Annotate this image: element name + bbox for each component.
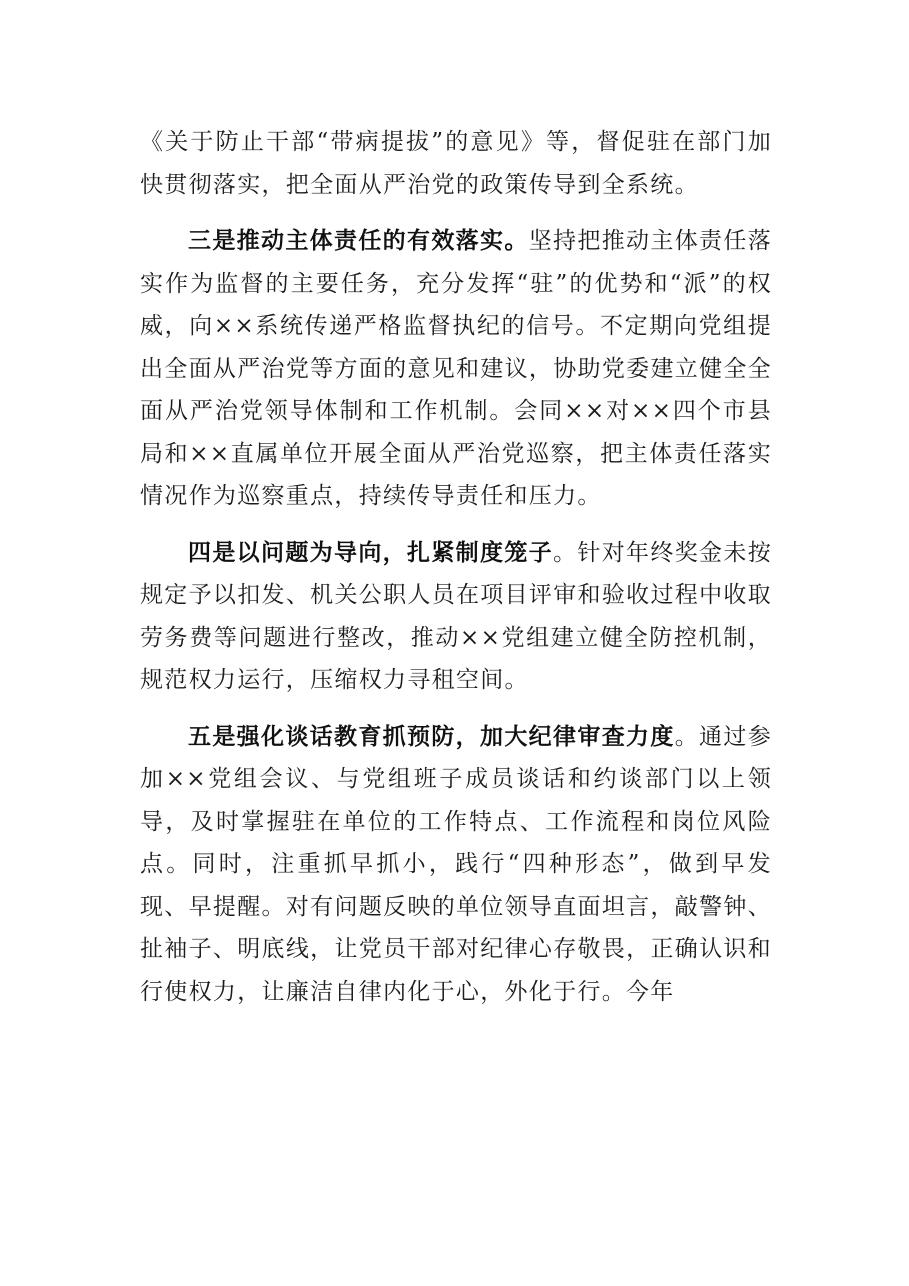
paragraph-text: 《关于防止干部“带病提拔”的意见》等，督促驻在部门加快贯彻落实，把全面从严治党的政策传导到全系统。 xyxy=(140,129,772,198)
paragraph-lead: 四是以问题为导向，扎紧制度笼子 xyxy=(188,539,554,566)
paragraph-item-5 xyxy=(140,716,772,1014)
paragraph-text: 。针对年终奖金未按规定予以扣发、机关公职人员在项目评审和验收过程中收取劳务费等问题进行整改，推动××党组建立健全防控机制，规范权力运行，压缩权力寻租空间。 xyxy=(140,539,773,693)
paragraph-text: 。通过参加××党组会议、与党组班子成员谈话和约谈部门以上领导，及时掌握驻在单位的工作特点、工作流程和岗位风险点。同时，注重抓早抓小，践行“四种形态”，做到早发现、早提醒。对有问题反映的单位领导直面坦言，敲警钟、扯袖子、明底线，让党员干部对纪律心存敬畏，正确认识和行使权力，让廉洁自律内化于心，外化于行。今年 xyxy=(140,723,773,1005)
paragraph-item-4 xyxy=(140,532,772,702)
document-body xyxy=(140,121,772,1013)
paragraph-lead: 五是强化谈话教育抓预防，加大纪律审查力度 xyxy=(188,723,675,750)
paragraph-item-3 xyxy=(140,220,772,518)
paragraph-text: 坚持把推动主体责任落实作为监督的主要任务，充分发挥“驻”的优势和“派”的权威，向××系统传递严格监督执纪的信号。不定期向党组提出全面从严治党等方面的意见和建议，协助党委建立健全全面从严治党领导体制和工作机制。会同××对××四个市县局和××直属单位开展全面从严治党巡察，把主体责任落实情况作为巡察重点，持续传导责任和压力。 xyxy=(140,228,772,509)
paragraph-continuation xyxy=(140,121,772,206)
paragraph-lead: 三是推动主体责任的有效落实。 xyxy=(188,228,529,254)
